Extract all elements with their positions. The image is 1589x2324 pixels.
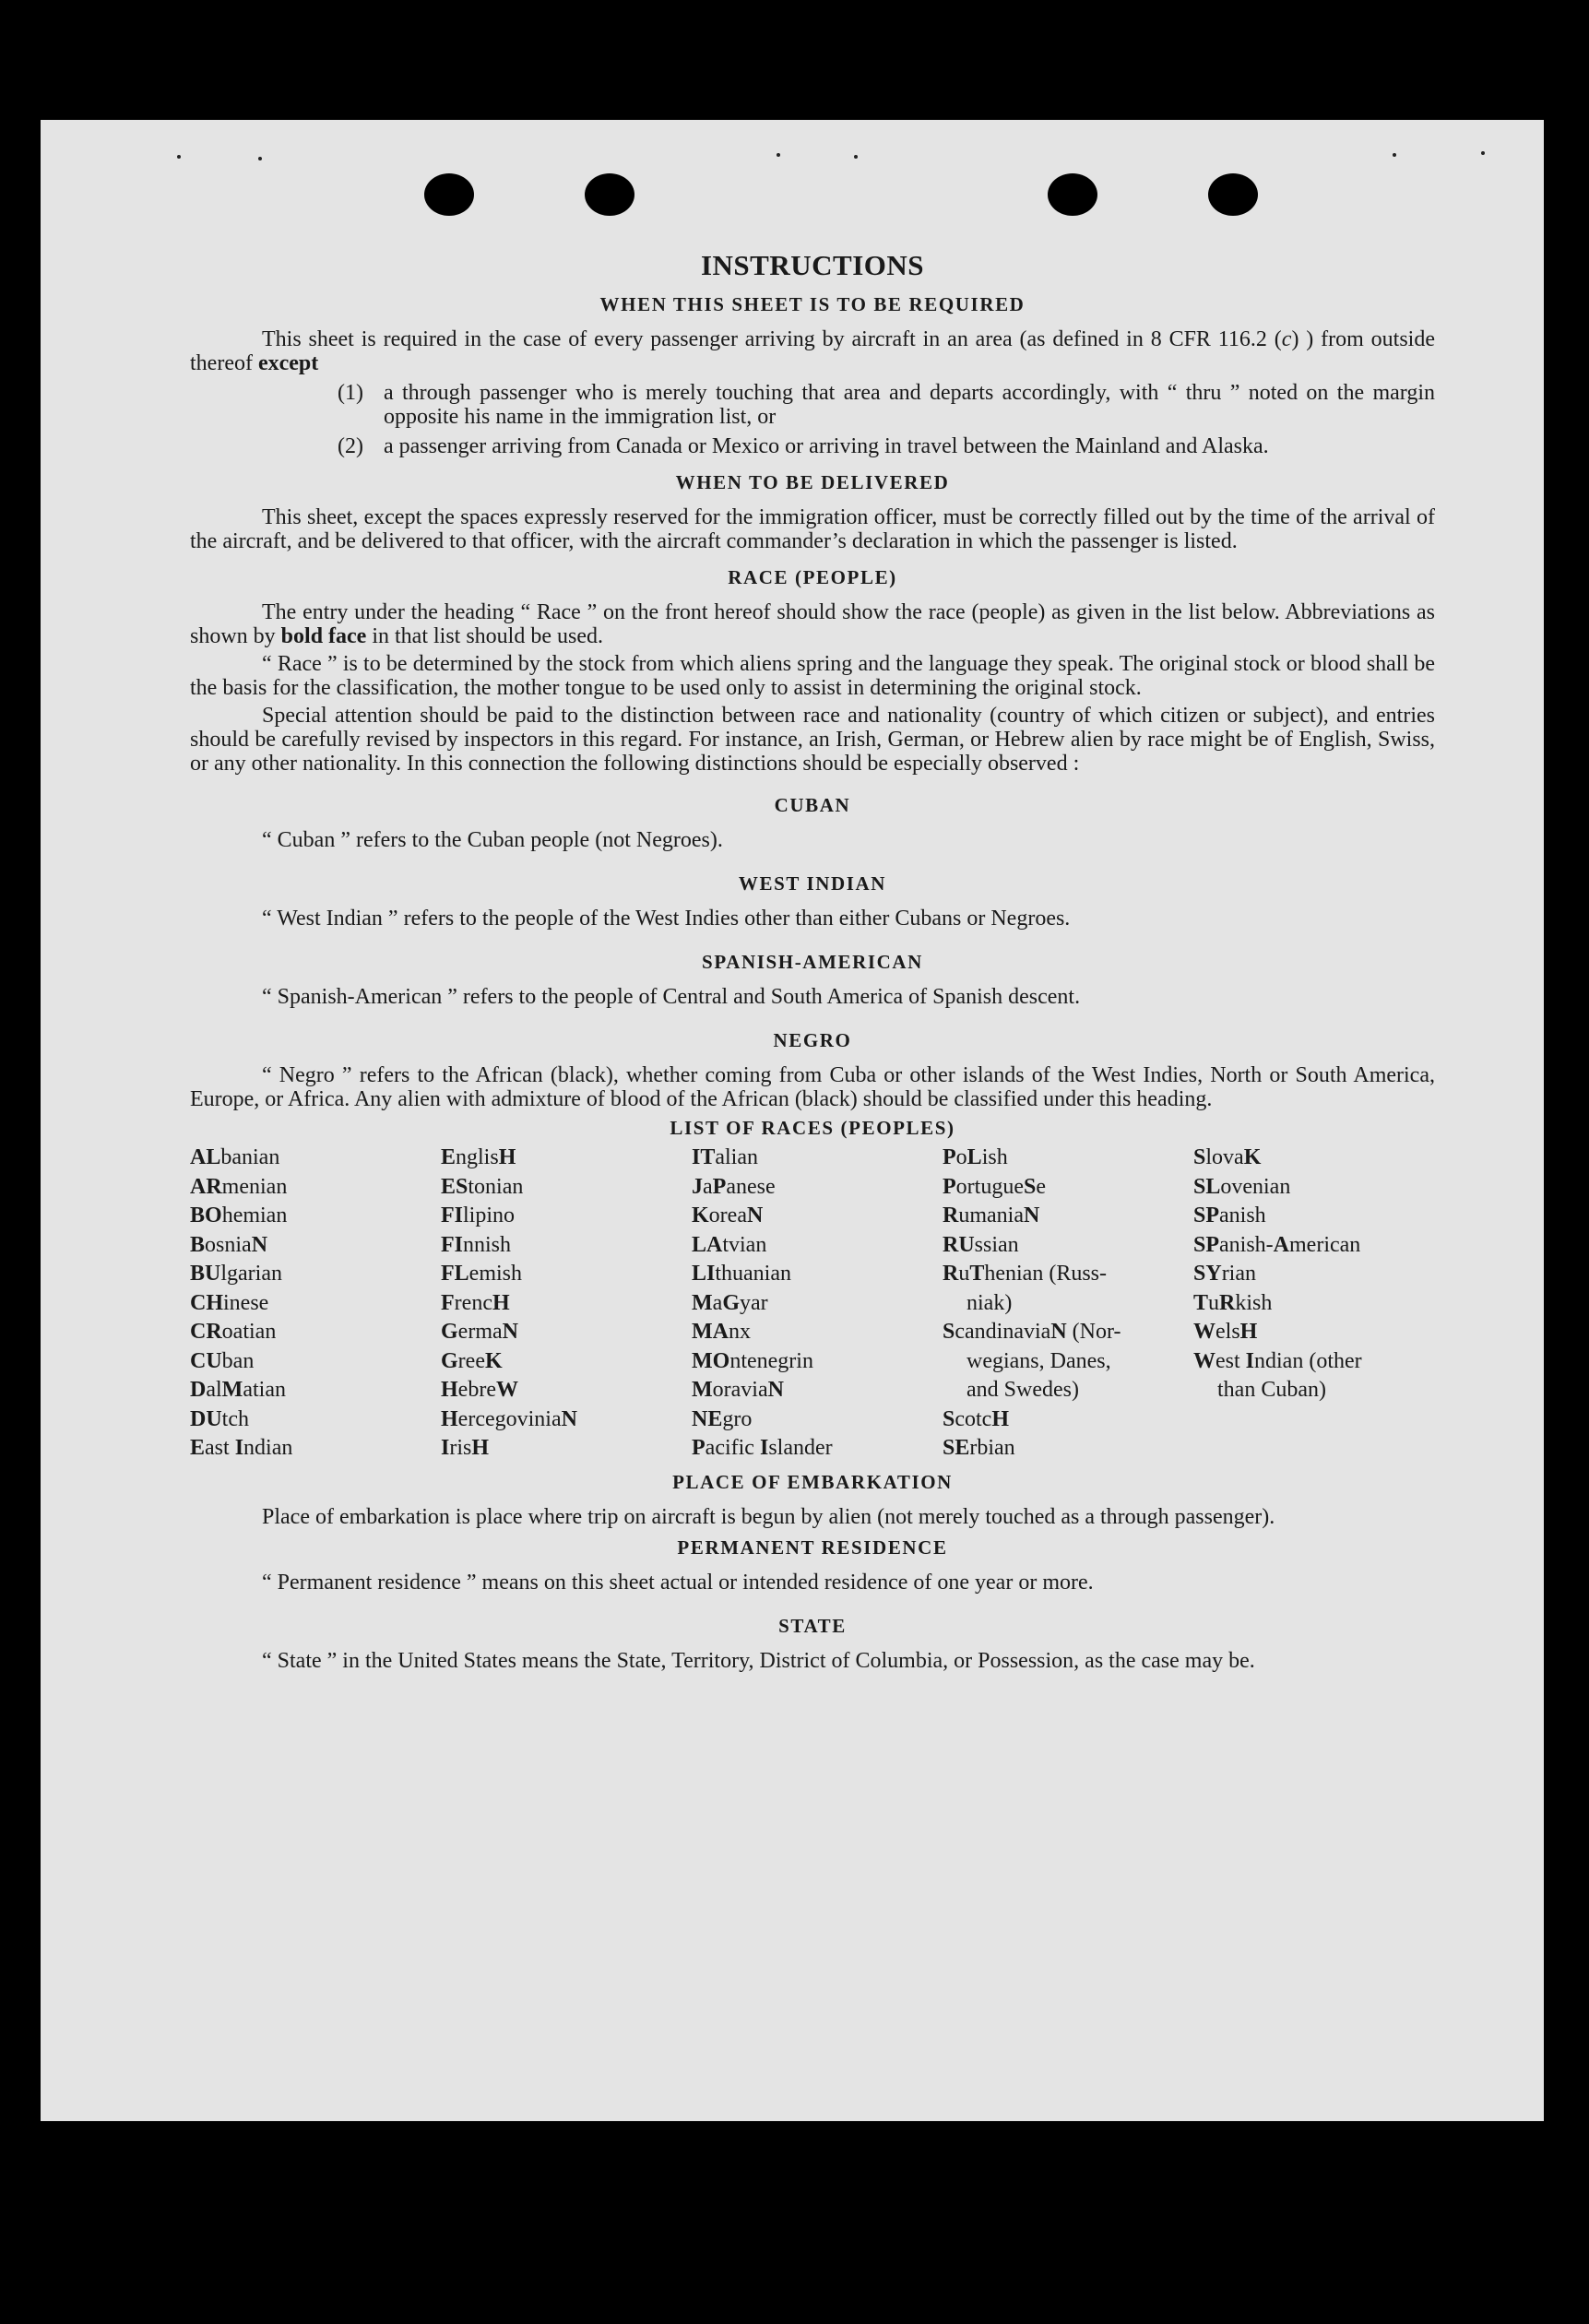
race-name-text: umania [958,1204,1024,1227]
race-abbreviation: R [943,1262,959,1286]
race-entry [1193,1202,1433,1231]
race-name-text: slander [768,1436,833,1460]
race-name-text: ree [457,1348,485,1373]
race-name-text: ndian [243,1436,293,1460]
race-name-text: merican [1289,1232,1361,1257]
race-name-text: niak) [966,1290,1013,1315]
race-abbreviation: DU [190,1406,222,1431]
race-abbreviation: H [991,1406,1010,1431]
race-abbreviation: SE [943,1436,970,1460]
race-p1-text-a: The entry under the heading “ Race ” on the front hereof should show the race (people) as given in the list below. Abbreviations as shown by [190,600,1435,648]
race-entry [943,1202,1193,1231]
race-entry [190,1202,441,1231]
race-abbreviation: G [441,1348,458,1373]
race-abbreviation: G [441,1320,458,1344]
race-abbreviation: I [441,1436,450,1460]
required-intro-text-a: This sheet is required in the case of every passenger arriving by aircraft in an area (as defined in 8 CFR 116.2 ( [262,327,1282,351]
race-abbreviation: W [495,1378,518,1402]
race-abbreviation: S [943,1320,955,1344]
race-abbreviation: P [692,1436,706,1460]
race-entry [441,1318,692,1347]
race-entry [190,1318,441,1347]
race-entry [943,1376,1193,1405]
race-entry [441,1289,692,1319]
race-p1-bold: bold face [280,624,367,648]
race-entry [692,1231,943,1261]
race-entry [692,1318,943,1347]
race-name-text: than Cuban) [1217,1378,1326,1402]
race-abbreviation: S [943,1406,955,1431]
exception-text: a passenger arriving from Canada or Mexico or arriving in travel between the Mainland and Alaska. [384,434,1269,458]
race-name-text: a [712,1290,723,1315]
race-name-text: lgarian [220,1262,282,1286]
race-entry [1193,1173,1433,1203]
race-abbreviation: K [692,1204,709,1227]
race-p1-text-b: in that list should be used. [366,624,603,648]
race-name-text: tvian [722,1232,767,1257]
race-entry [190,1260,441,1289]
race-entry [441,1376,692,1405]
race-name-text: gro [722,1406,753,1431]
race-entry [441,1260,692,1289]
race-abbreviation: H [1239,1320,1258,1344]
race-entry [943,1173,1193,1203]
section-heading-state: STATE [778,1614,847,1637]
race-entry [1193,1144,1433,1173]
race-entry [190,1376,441,1405]
state-text: “ State ” in the United States means the State, Territory, District of Columbia, or Possession, as the case may be. [262,1648,1255,1673]
race-entry [692,1405,943,1435]
race-abbreviation: N [561,1406,577,1431]
race-name-text: est [1215,1348,1246,1373]
race-abbreviation: H [471,1436,490,1460]
race-abbreviation: AR [190,1174,222,1199]
race-abbreviation: K [1243,1145,1262,1169]
race-abbreviation: B [190,1232,206,1257]
race-name-text: henian (Russ- [984,1262,1108,1286]
required-intro-italic: c [1281,327,1292,351]
race-name-text: u [1208,1290,1220,1315]
race-entry [943,1347,1193,1377]
delivered-text: This sheet, except the spaces expressly reserved for the immigration officer, must be correctly filled out by the time of the arrival of the aircraft, and be delivered to that officer, with the aircraft commander’s declaration in which the passenger is listed. [190,505,1435,553]
section-heading-spanish-american: SPANISH-AMERICAN [702,951,923,973]
race-abbreviation: AL [190,1145,221,1169]
race-entry [692,1260,943,1289]
embarkation-text: Place of embarkation is place where trip on aircraft is begun by alien (not merely touched as a through passenger). [262,1504,1275,1529]
race-name-text: (Nor- [1066,1320,1121,1344]
exception-item [190,434,1435,458]
race-name-text: renc [454,1290,492,1315]
race-name-text: osnia [205,1232,252,1257]
race-abbreviation: P [943,1174,956,1199]
section-heading-negro: NEGRO [773,1029,852,1051]
exception-text: a through passenger who is merely touching that area and departs accordingly, with “ thru ” noted on the margin opposite his name in the immigration list, or [384,381,1435,429]
speck [1393,153,1396,157]
race-entry [441,1434,692,1464]
section-heading-cuban: CUBAN [774,794,851,816]
race-name-text: nnish [463,1232,512,1257]
race-abbreviation: F [441,1290,455,1315]
race-abbreviation: M [692,1378,713,1402]
section-heading-embarkation: PLACE OF EMBARKATION [672,1470,953,1493]
punch-hole [1048,173,1097,216]
race-abbreviation: H [441,1406,458,1431]
race-entry [190,1144,441,1173]
punch-hole [1208,173,1258,216]
west-indian-text: “ West Indian ” refers to the people of the West Indies other than either Cubans or Negroes. [262,907,1071,931]
race-name-text: alian [715,1145,758,1169]
race-abbreviation: H [498,1145,516,1169]
race-name-text: oatian [221,1320,277,1344]
negro-text: “ Negro ” refers to the African (black), whether coming from Cuba or other islands of the West Indies, North or South America, Europe, or Africa. Any alien with admixture of blood of the African (black) should be classified under this heading. [190,1063,1435,1111]
speck [258,157,262,160]
race-abbreviation: IT [692,1145,716,1169]
race-abbreviation: N [1050,1320,1067,1344]
race-entry [692,1376,943,1405]
race-name-text: rian [1221,1262,1256,1286]
instructions-content [190,249,1435,1673]
race-entry [190,1173,441,1203]
race-entry [692,1434,943,1464]
race-entry [692,1202,943,1231]
race-name-text: inese [223,1290,269,1315]
race-name-text: a [703,1174,713,1199]
race-name-text: e [1036,1174,1046,1199]
race-abbreviation: H [492,1290,510,1315]
race-name-text: acific [705,1436,760,1460]
race-abbreviation: FI [441,1232,463,1257]
cuban-text: “ Cuban ” refers to the Cuban people (not Negroes). [262,828,723,852]
race-name-text: tch [221,1406,249,1431]
race-name-text: erma [457,1320,503,1344]
race-entry [692,1144,943,1173]
race-abbreviation: S [1193,1145,1206,1169]
race-name-text: ndian (other [1254,1348,1362,1373]
race-abbreviation: LA [692,1232,723,1257]
punch-hole [424,173,474,216]
speck [177,155,181,159]
race-abbreviation: N [767,1378,784,1402]
race-abbreviation: LI [692,1262,716,1286]
race-name-text: thuanian [715,1262,791,1286]
races-column [441,1144,692,1464]
race-abbreviation: H [441,1378,458,1402]
race-name-text: cotc [955,1406,992,1431]
race-abbreviation: SP [1193,1232,1220,1257]
race-abbreviation: ES [441,1174,468,1199]
race-name-text: ortugue [955,1174,1024,1199]
race-name-text: els [1215,1320,1240,1344]
race-abbreviation: SL [1193,1174,1221,1199]
race-abbreviation: L [966,1145,982,1169]
race-abbreviation: S [1023,1174,1037,1199]
section-heading-residence: PERMANENT RESIDENCE [677,1536,948,1559]
race-entry [441,1202,692,1231]
race-name-text: ish [981,1145,1008,1169]
race-abbreviation: N [1023,1204,1040,1227]
race-entry [943,1144,1193,1173]
race-abbreviation: M [221,1378,243,1402]
race-abbreviation: E [190,1436,206,1460]
race-entry [1193,1231,1433,1261]
race-name-text: ebre [457,1378,496,1402]
race-entry [441,1173,692,1203]
race-abbreviation: P [712,1174,727,1199]
race-name-text: menian [221,1174,288,1199]
races-column [692,1144,943,1464]
race-abbreviation: G [722,1290,740,1315]
race-entry [692,1347,943,1377]
race-entry [441,1405,692,1435]
race-abbreviation: FL [441,1262,469,1286]
race-name-text: ban [221,1348,255,1373]
speck [1481,151,1485,155]
required-intro [190,327,1435,375]
race-entry [1193,1289,1433,1319]
section-heading-delivered: WHEN TO BE DELIVERED [675,471,950,493]
section-heading-race: RACE (PEOPLE) [728,566,897,588]
race-abbreviation: I [234,1436,244,1460]
race-abbreviation: BU [190,1262,221,1286]
race-entry [190,1231,441,1261]
race-name-text: ssian [974,1232,1019,1257]
race-abbreviation: T [1193,1290,1209,1315]
race-name-text: u [958,1262,970,1286]
race-abbreviation: W [1193,1348,1215,1373]
race-abbreviation: FI [441,1204,463,1227]
races-column [190,1144,441,1464]
race-name-text: lipino [463,1204,516,1227]
race-abbreviation: MA [692,1320,729,1344]
race-abbreviation: W [1193,1320,1215,1344]
race-name-text: tonian [468,1174,524,1199]
race-abbreviation: A [1273,1232,1290,1257]
race-entry [692,1173,943,1203]
race-abbreviation: NE [692,1406,723,1431]
race-name-text: anese [726,1174,776,1199]
race-entry [943,1405,1193,1435]
races-column [1193,1144,1433,1464]
speck [777,153,780,157]
race-abbreviation: R [1219,1290,1236,1315]
race-abbreviation: T [969,1262,985,1286]
race-entry [1193,1376,1433,1405]
race-abbreviation: N [502,1320,518,1344]
race-abbreviation: N [746,1204,764,1227]
race-abbreviation: M [692,1290,713,1315]
race-name-text: banian [220,1145,280,1169]
race-name-text: atian [243,1378,286,1402]
race-abbreviation: K [484,1348,503,1373]
race-entry [190,1347,441,1377]
race-abbreviation: SY [1193,1262,1222,1286]
race-name-text: oravia [712,1378,768,1402]
exception-number: (1) [338,381,363,405]
race-entry [190,1289,441,1319]
race-name-text: nglis [456,1145,499,1169]
race-name-text: wegians, Danes, [966,1348,1111,1373]
race-name-text: rbian [969,1436,1015,1460]
race-name-text: ast [205,1436,235,1460]
race-paragraph-2: “ Race ” is to be determined by the stock from which aliens spring and the language they speak. The original stock or blood shall be the basis for the classification, the mother tongue to be used only to assist in determining the original stock. [190,652,1435,700]
race-name-text: orea [708,1204,747,1227]
race-name-text: anish- [1219,1232,1274,1257]
race-entry [1193,1260,1433,1289]
required-intro-text-b: ) ) from outside thereof [190,327,1435,375]
race-name-text: ris [449,1436,472,1460]
races-list [190,1144,1435,1464]
section-heading-west-indian: WEST INDIAN [738,872,887,895]
race-entry [441,1231,692,1261]
race-name-text: lova [1205,1145,1244,1169]
punch-hole [585,173,634,216]
race-entry [190,1405,441,1435]
race-entry [441,1144,692,1173]
race-entry [1193,1347,1433,1377]
race-name-text: candinavia [955,1320,1051,1344]
race-abbreviation: I [759,1436,769,1460]
race-abbreviation: MO [692,1348,730,1373]
race-abbreviation: CR [190,1320,222,1344]
page-title: INSTRUCTIONS [700,249,924,281]
section-heading-required: WHEN THIS SHEET IS TO BE REQUIRED [599,293,1026,315]
required-intro-bold: except [257,351,319,375]
race-name-text: ercegovinia [457,1406,562,1431]
race-entry [441,1347,692,1377]
race-paragraph-1 [190,600,1435,648]
race-abbreviation: CU [190,1348,222,1373]
race-entry [692,1289,943,1319]
race-entry [943,1318,1193,1347]
exception-item [190,381,1435,429]
race-abbreviation: D [190,1378,207,1402]
race-abbreviation: BO [190,1204,222,1227]
race-name-text: anish [1219,1204,1266,1227]
race-name-text: o [955,1145,967,1169]
speck [854,155,858,159]
race-abbreviation: N [251,1232,268,1257]
race-abbreviation: SP [1193,1204,1220,1227]
section-heading-races-list: LIST OF RACES (PEOPLES) [670,1117,955,1139]
exception-number: (2) [338,434,363,458]
race-abbreviation: E [441,1145,457,1169]
races-column [943,1144,1193,1464]
race-name-text: and Swedes) [966,1378,1079,1402]
residence-text: “ Permanent residence ” means on this sheet actual or intended residence of one year or more. [262,1570,1094,1595]
race-entry [943,1434,1193,1464]
race-name-text: al [206,1378,222,1402]
race-entry [943,1289,1193,1319]
race-abbreviation: RU [943,1232,975,1257]
race-name-text: ovenian [1220,1174,1291,1199]
race-abbreviation: CH [190,1290,223,1315]
race-abbreviation: R [943,1204,959,1227]
race-entry [190,1434,441,1464]
race-name-text: kish [1235,1290,1273,1315]
document-page [41,120,1544,2121]
race-abbreviation: P [943,1145,956,1169]
race-name-text: hemian [221,1204,288,1227]
race-abbreviation: I [1245,1348,1255,1373]
race-name-text: emish [468,1262,522,1286]
race-entry [943,1260,1193,1289]
race-paragraph-3: Special attention should be paid to the distinction between race and nationality (country of which citizen or subject), and entries should be carefully revised by inspectors in this regard. For instance, an Irish, German, or Hebrew alien by race might be of English, Swiss, or any other nationality. In this connection the following distinctions should be especially observed : [190,704,1435,776]
race-name-text: yar [739,1290,768,1315]
spanish-american-text: “ Spanish-American ” refers to the people of Central and South America of Spanish descent. [262,985,1081,1009]
race-entry [1193,1318,1433,1347]
race-entry [943,1231,1193,1261]
race-name-text: nx [728,1320,751,1344]
race-abbreviation: J [692,1174,703,1199]
race-name-text: ntenegrin [729,1348,813,1373]
